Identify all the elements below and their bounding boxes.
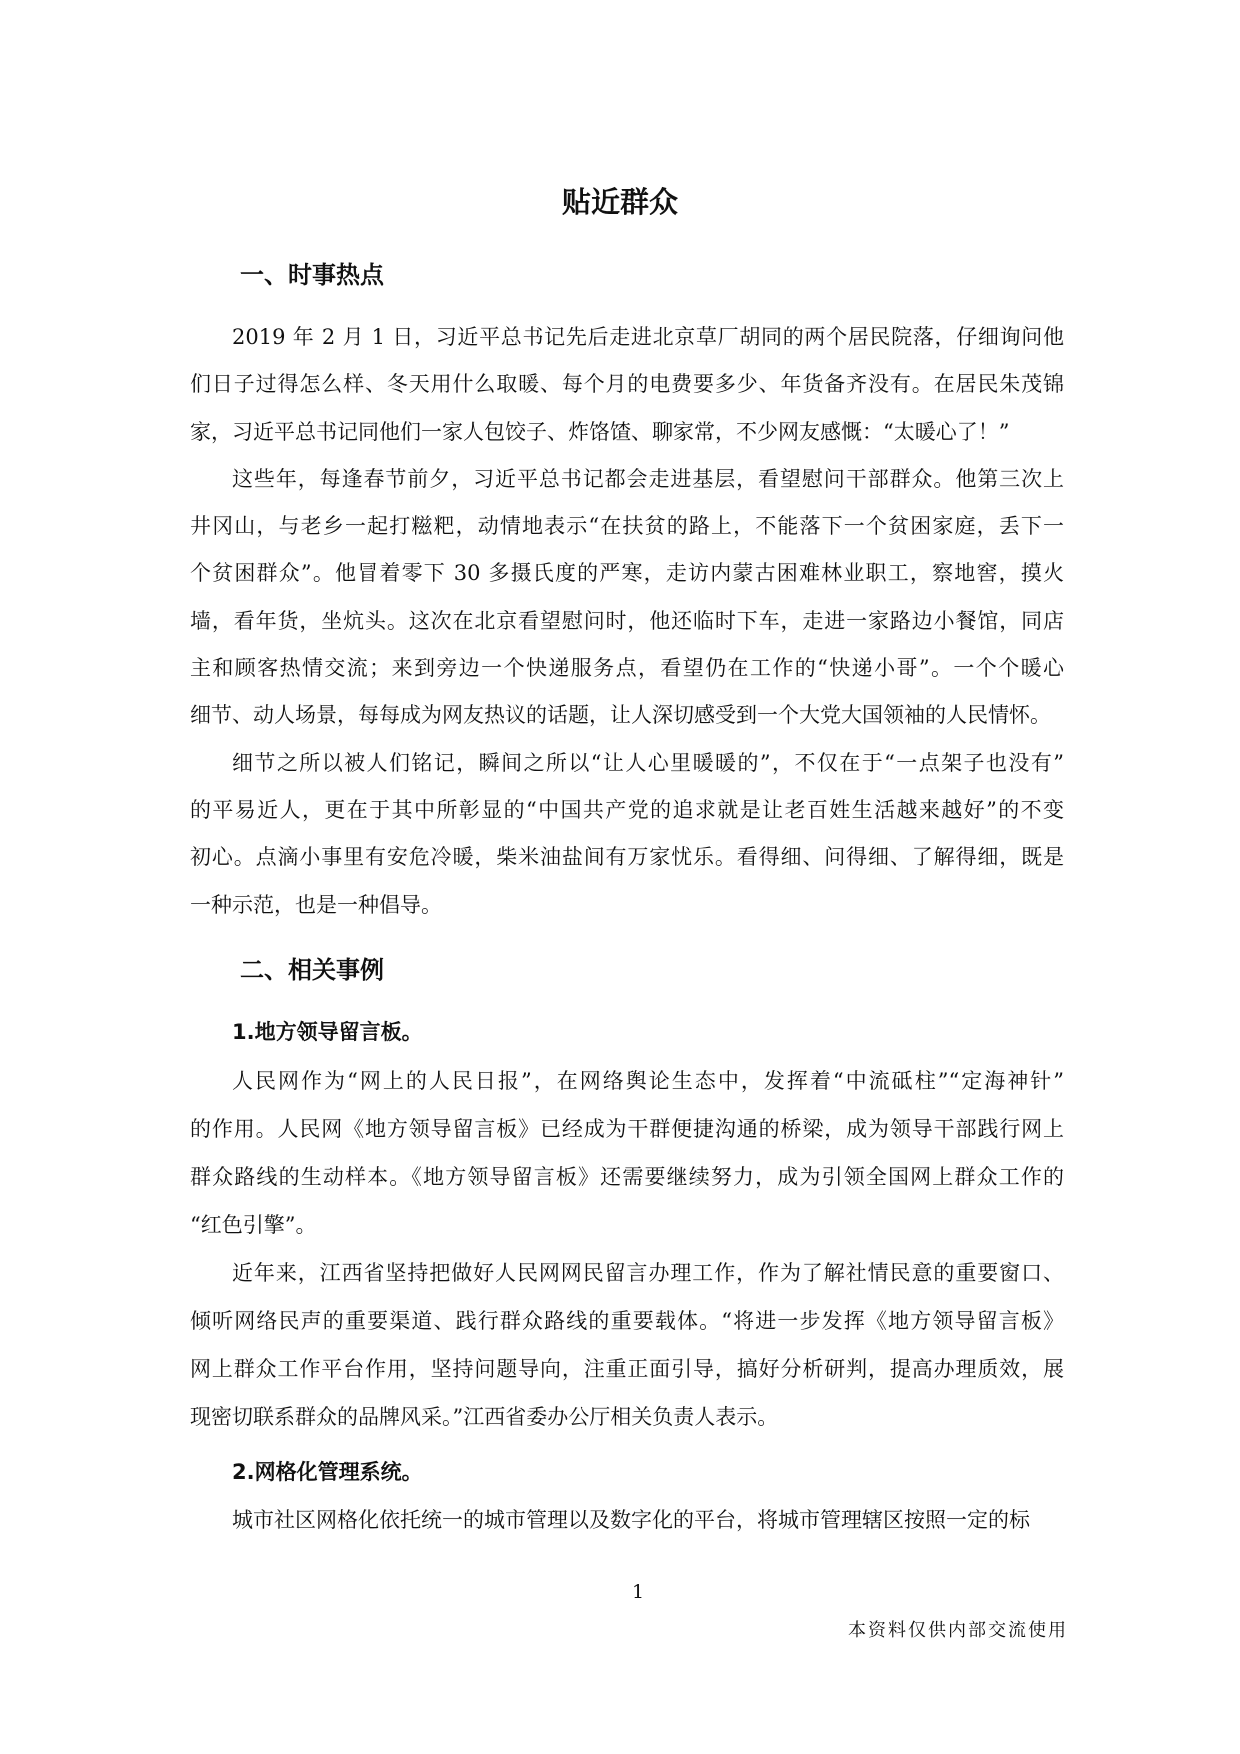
document-title: 贴近群众: [561, 185, 678, 219]
paragraph-line: 的平易近人，更在于其中所彰显的“中国共产党的追求就是让老百姓生活越来越好”的不变: [190, 797, 1064, 822]
paragraph-line: 近年来，江西省坚持把做好人民网网民留言办理工作，作为了解社情民意的重要窗口、: [232, 1261, 1064, 1285]
case2-body: [190, 1496, 1064, 1544]
section1-body: [190, 314, 1064, 929]
page-number: 1: [631, 1581, 645, 1603]
paragraph-line: 网上群众工作平台作用，坚持问题导向，注重正面引导，搞好分析研判，提高办理质效，展: [190, 1357, 1064, 1381]
paragraph-line: 群众路线的生动样本。《地方领导留言板》还需要继续努力，成为引领全国网上群众工作的: [190, 1165, 1064, 1189]
paragraph-line: 一种示范，也是一种倡导。: [190, 892, 442, 917]
paragraph-line: 初心。点滴小事里有安危冷暖，柴米油盐间有万家忧乐。看得细、问得细、了解得细，既是: [190, 845, 1064, 870]
paragraph-line: 人民网作为“网上的人民日报”，在网络舆论生态中，发挥着“中流砥柱”“定海神针”: [232, 1069, 1064, 1093]
case1-heading: 1.地方领导留言板。: [232, 1020, 423, 1044]
paragraph-line: “红色引擎”。: [190, 1213, 317, 1237]
paragraph-line: 倾听网络民声的重要渠道、践行群众路线的重要载体。“将进一步发挥《地方领导留言板》: [190, 1309, 1064, 1333]
paragraph-line: 细节、动人场景，每每成为网友热议的话题，让人深切感受到一个大党大国领袖的人民情怀。: [190, 703, 1051, 728]
paragraph-line: 2019 年 2 月 1 日，习近平总书记先后走进北京草厂胡同的两个居民院落，仔细询问他: [232, 325, 1064, 349]
section-heading-current-events: 一、时事热点: [240, 261, 384, 289]
footer-note: 本资料仅供内部交流使用: [848, 1620, 1068, 1641]
paragraph-line: 现密切联系群众的品牌风采。”江西省委办公厅相关负责人表示。: [190, 1405, 779, 1429]
paragraph-line: 城市社区网格化依托统一的城市管理以及数字化的平台，将城市管理辖区按照一定的标: [232, 1508, 1030, 1532]
paragraph-line: 的作用。人民网《地方领导留言板》已经成为干群便捷沟通的桥梁，成为领导干部践行网上: [190, 1117, 1064, 1141]
section-heading-related-cases: 二、相关事例: [240, 956, 384, 984]
paragraph-line: 井冈山，与老乡一起打糍粑，动情地表示“在扶贫的路上，不能落下一个贫困家庭，丢下一: [190, 514, 1064, 539]
paragraph-line: 细节之所以被人们铭记，瞬间之所以“让人心里暖暖的”，不仅在于“一点架子也没有”: [232, 750, 1064, 775]
paragraph-line: 这些年，每逢春节前夕，习近平总书记都会走进基层，看望慰问干部群众。他第三次上: [232, 466, 1064, 491]
paragraph-line: 们日子过得怎么样、冬天用什么取暖、每个月的电费要多少、年货备齐没有。在居民朱茂锦: [190, 372, 1064, 397]
paragraph-line: 个贫困群众”。他冒着零下 30 多摄氏度的严寒，走访内蒙古困难林业职工，察地窖，摸火: [190, 561, 1064, 586]
paragraph-line: 家，习近平总书记同他们一家人包饺子、炸饹馇、聊家常，不少网友感慨：“太暖心了！”: [190, 419, 1010, 444]
paragraph-line: 墙，看年货，坐炕头。这次在北京看望慰问时，他还临时下车，走进一家路边小餐馆，同店: [190, 608, 1064, 633]
paragraph-line: 主和顾客热情交流；来到旁边一个快递服务点，看望仍在工作的“快递小哥”。一个个暖心: [190, 656, 1064, 681]
case2-heading: 2.网格化管理系统。: [232, 1460, 423, 1484]
case1-body: [190, 1057, 1064, 1441]
